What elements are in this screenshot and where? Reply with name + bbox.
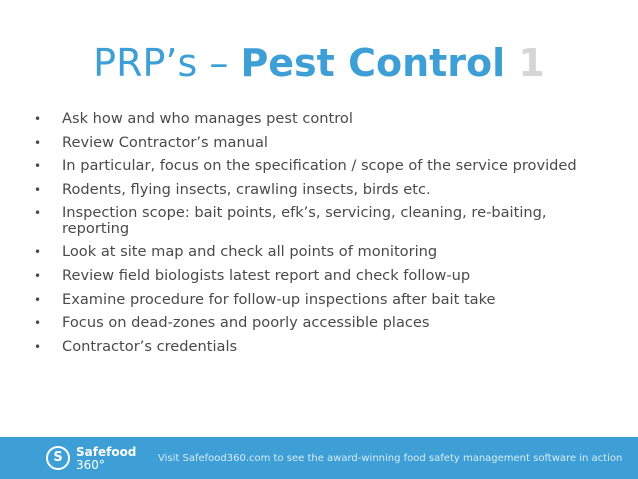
logo-sub: 360°: [76, 458, 105, 472]
bullet-text-continued: reporting: [62, 220, 130, 238]
footer-link[interactable]: Visit Safefood360.com to see the award-winning food safety management software in action: [158, 453, 623, 464]
bullet-marker: •: [34, 112, 42, 126]
bullet-marker: •: [34, 339, 42, 354]
bullet-marker: •: [34, 182, 42, 197]
bullet-item: [30, 111, 620, 127]
footer-bar: [0, 437, 638, 479]
bullet-text: Focus on dead-zones and poorly accessible places: [62, 314, 430, 332]
slide-title: [0, 40, 638, 86]
title-number: 1: [505, 41, 545, 85]
bullet-marker: •: [34, 206, 42, 221]
logo-name: Safefood: [76, 445, 137, 459]
bullet-text: In particular, focus on the specification / scope of the service provided: [62, 157, 577, 175]
bullet-text: Inspection scope: bait points, efk’s, servicing, cleaning, re-baiting,: [62, 204, 547, 222]
bullet-text: Review Contractor’s manual: [62, 133, 268, 151]
logo-mark-icon: S: [46, 446, 70, 470]
title-main: Pest Control: [240, 41, 506, 85]
bullet-text: Contractor’s credentials: [62, 337, 238, 355]
bullet-item: [30, 135, 620, 151]
title-prefix: PRP’s –: [93, 41, 241, 85]
bullet-item: [30, 315, 620, 331]
bullet-item: [30, 292, 620, 308]
bullet-item: [30, 339, 620, 355]
bullet-item: [30, 244, 620, 260]
bullet-marker: •: [34, 292, 42, 307]
bullet-text: Ask how and who manages pest control: [62, 110, 353, 127]
bullet-item: [30, 158, 620, 174]
bullet-marker: •: [34, 316, 42, 331]
bullet-item: [30, 268, 620, 284]
bullet-marker: •: [34, 268, 42, 283]
bullet-text: Examine procedure for follow-up inspections after bait take: [62, 290, 496, 308]
bullet-marker: •: [34, 159, 42, 174]
bullet-text: Review field biologists latest report and check follow-up: [62, 266, 471, 284]
bullet-list: [30, 111, 620, 362]
bullet-marker: •: [34, 135, 42, 150]
bullet-marker: •: [34, 245, 42, 260]
safefood-logo[interactable]: [46, 445, 146, 473]
bullet-text: Look at site map and check all points of monitoring: [62, 243, 438, 261]
bullet-item: [30, 205, 620, 237]
bullet-item: [30, 182, 620, 198]
bullet-text: Rodents, flying insects, crawling insects, birds etc.: [62, 180, 431, 198]
